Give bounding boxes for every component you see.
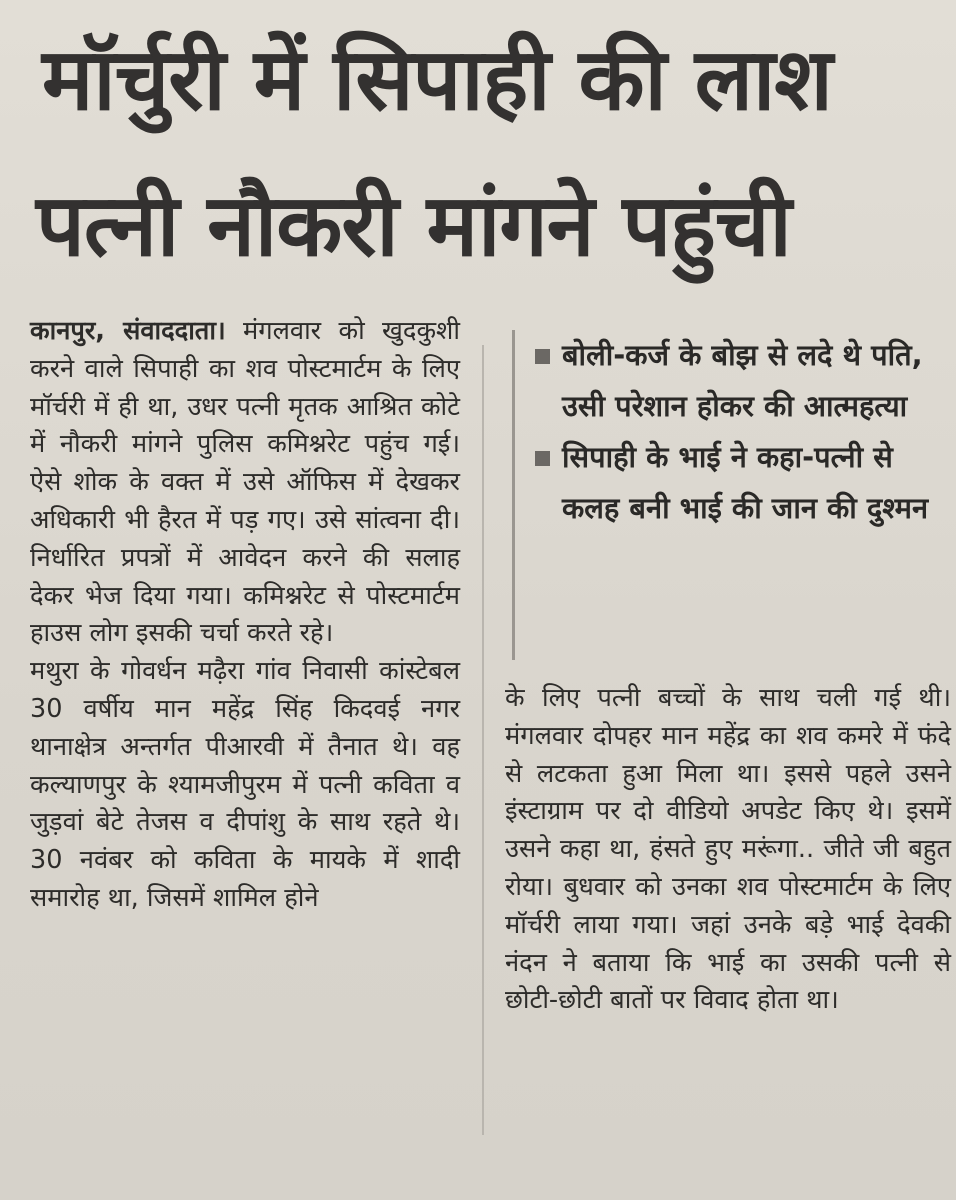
highlights-box <box>512 330 935 660</box>
article-paragraph-3: के लिए पत्नी बच्चों के साथ चली गई थी। मंगलवार दोपहर मान महेंद्र का शव कमरे में फंदे से लटकता हुआ मिला था। इससे पहले उसने इंस्टाग्राम पर दो वीडियो अपडेट किए थे। इसमें उसने कहा था, हंसते हुए मरूंगा.. जीते जी बहुत रोया। बुधवार को उनका शव पोस्टमार्टम के लिए मॉर्चरी लाया गया। जहां उनके बड़े भाई देवकी नंदन ने बताया कि भाई का उसकी पत्नी से छोटी-छोटी बातों पर विवाद होता था। <box>505 683 951 1016</box>
article-left-column <box>30 313 460 918</box>
square-bullet-icon <box>535 451 550 466</box>
highlight-text: बोली-कर्ज के बोझ से लदे थे पति, उसी परेशान होकर की आत्महत्या <box>562 338 923 423</box>
column-divider <box>482 345 484 1135</box>
dateline: कानपुर, संवाददाता। <box>30 316 226 346</box>
article-paragraph-2: मथुरा के गोवर्धन मढ़ैरा गांव निवासी कांस्टेबल 30 वर्षीय मान महेंद्र सिंह किदवई नगर थानाक्षेत्र अन्तर्गत पीआरवी में तैनात थे। वह कल्याणपुर के श्यामजीपुरम में पत्नी कविता व जुड़वां बेटे तेजस व दीपांशु के साथ रहते थे। 30 नवंबर को कविता के मायके में शादी समारोह था, जिसमें शामिल होने <box>30 656 460 913</box>
article-right-column <box>505 680 951 1020</box>
highlight-text: सिपाही के भाई ने कहा-पत्नी से कलह बनी भाई की जान की दुश्मन <box>562 440 929 525</box>
headline-line-2: पत्नी नौकरी मांगने पहुंची <box>36 176 791 276</box>
highlight-item <box>535 432 935 534</box>
headline-line-1: मॉर्चुरी में सिपाही की लाश <box>42 30 832 130</box>
square-bullet-icon <box>535 349 550 364</box>
highlight-item <box>535 330 935 432</box>
paragraph-1-text: मंगलवार को खुदकुशी करने वाले सिपाही का शव पोस्टमार्टम के लिए मॉर्चरी में ही था, उधर पत्नी मृतक आश्रित कोटे में नौकरी मांगने पुलिस कमिश्नरेट पहुंच गई। ऐसे शोक के वक्त में उसे ऑफिस में देखकर अधिकारी भी हैरत में पड़ गए। उसे सांत्वना दी। निर्धारित प्रपत्रों में आवेदन करने की सलाह देकर भेज दिया गया। कमिश्नरेट से पोस्टमार्टम हाउस लोग इसकी चर्चा करते रहे। <box>30 316 460 649</box>
article-paragraph-1 <box>30 313 460 653</box>
